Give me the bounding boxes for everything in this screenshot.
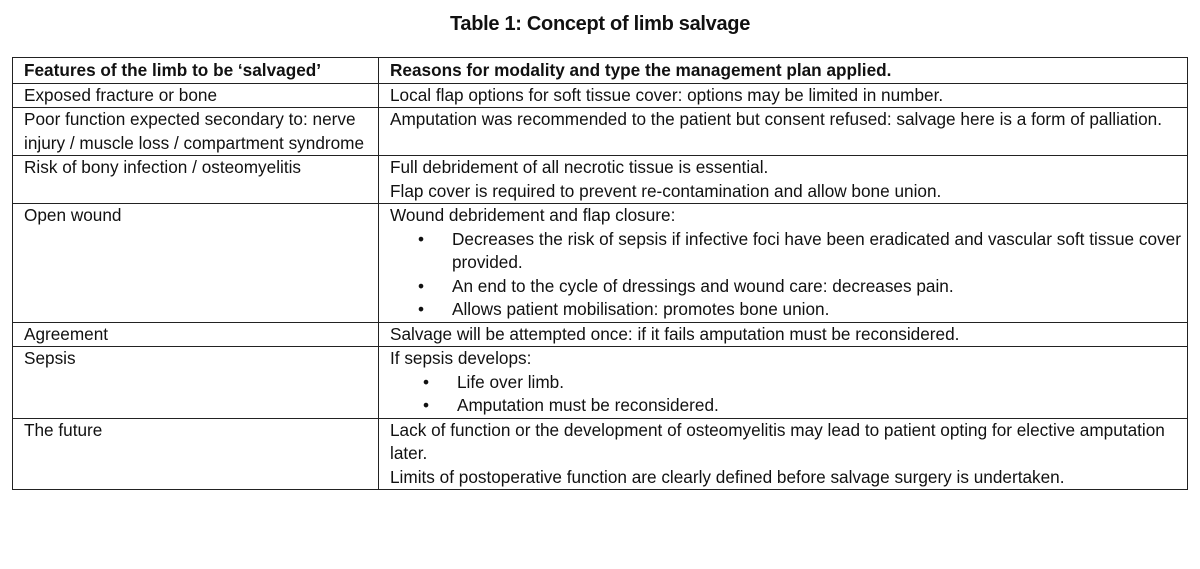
feature-cell: Agreement [13, 322, 379, 347]
table-row [13, 108, 1188, 156]
limb-salvage-table [12, 57, 1188, 490]
table-row [13, 156, 1188, 204]
reason-cell [379, 347, 1188, 419]
reason-cell [379, 418, 1188, 490]
reason-cell [379, 83, 1188, 108]
feature-cell: The future [13, 418, 379, 490]
bullet-icon: • [418, 275, 425, 296]
feature-cell: Sepsis [13, 347, 379, 419]
reason-cell [379, 204, 1188, 323]
bullet-text: Amputation must be reconsidered. [457, 395, 719, 415]
feature-cell: Exposed fracture or bone [13, 83, 379, 108]
reason-line: Wound debridement and flap closure: [390, 205, 676, 225]
table-row [13, 347, 1188, 419]
reason-line: If sepsis develops: [390, 348, 532, 368]
bullet-text: Allows patient mobilisation: promotes bone union. [452, 299, 830, 319]
feature-cell: Poor function expected secondary to: nerve injury / muscle loss / compartment syndrome [13, 108, 379, 156]
reason-cell [379, 108, 1188, 156]
bullet-item [418, 228, 1183, 275]
bullet-list [390, 228, 1183, 322]
bullet-item [418, 275, 1183, 299]
reason-line: Lack of function or the development of osteomyelitis may lead to patient opting for elective amputation later. [390, 419, 1165, 463]
table-row [13, 204, 1188, 323]
table-row [13, 322, 1188, 347]
bullet-icon: • [418, 228, 425, 249]
reason-line: Amputation was recommended to the patient but consent refused: salvage here is a form of palliation. [390, 109, 1162, 129]
header-reasons: Reasons for modality and type the management plan applied. [379, 58, 1188, 84]
bullet-icon: • [423, 395, 430, 415]
bullet-item [418, 298, 1183, 322]
table-row [13, 418, 1188, 490]
reason-line: Flap cover is required to prevent re-contamination and allow bone union. [390, 180, 942, 201]
reason-line: Full debridement of all necrotic tissue is essential. [390, 157, 769, 177]
bullet-text: An end to the cycle of dressings and wound care: decreases pain. [452, 275, 954, 296]
bullet-icon: • [418, 299, 425, 319]
table-header-row [13, 58, 1188, 84]
reason-cell [379, 156, 1188, 204]
feature-cell: Risk of bony infection / osteomyelitis [13, 156, 379, 204]
bullet-item [423, 394, 1183, 418]
table-caption: Table 1: Concept of limb salvage [449, 13, 751, 35]
table-row [13, 83, 1188, 108]
bullet-list [390, 371, 1183, 418]
bullet-icon: • [423, 371, 430, 392]
reason-line: Limits of postoperative function are clearly defined before salvage surgery is undertaken. [390, 466, 1065, 487]
reason-line: Local flap options for soft tissue cover: options may be limited in number. [390, 84, 944, 105]
reason-line: Salvage will be attempted once: if it fails amputation must be reconsidered. [390, 323, 960, 344]
reason-cell [379, 322, 1188, 347]
feature-cell: Open wound [13, 204, 379, 323]
header-features: Features of the limb to be ‘salvaged’ [13, 58, 379, 84]
bullet-text: Life over limb. [457, 371, 564, 392]
bullet-item [423, 371, 1183, 395]
bullet-text: Decreases the risk of sepsis if infective foci have been eradicated and vascular soft tissue cover provided. [452, 228, 1181, 272]
